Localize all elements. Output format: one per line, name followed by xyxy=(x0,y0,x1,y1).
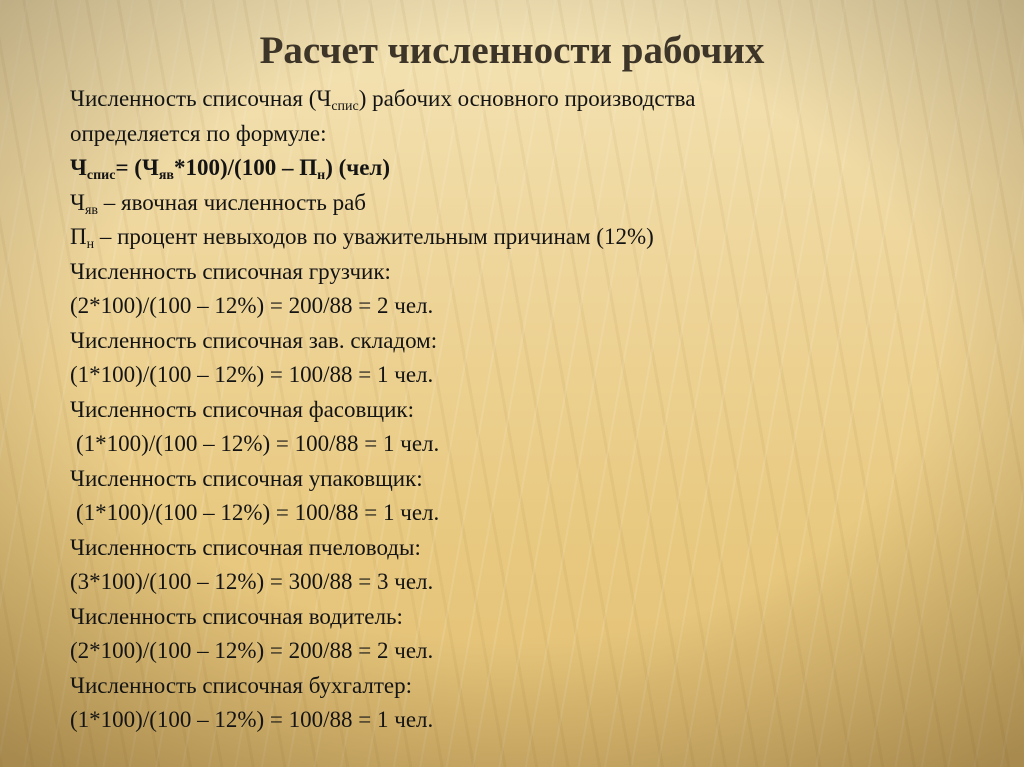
calc-label: Численность списочная пчеловоды: xyxy=(70,534,421,560)
intro-subscript: спис xyxy=(331,99,359,114)
formula-part: *100)/(100 – П xyxy=(174,155,318,180)
calc-formula: (2*100)/(100 – 12%) = 200/88 = 2 чел. xyxy=(70,293,434,318)
intro-line-2: определяется по формуле: xyxy=(70,120,327,146)
calc-label: Численность списочная бухгалтер: xyxy=(70,672,412,698)
calc-label: Численность списочная упаковщик: xyxy=(70,465,423,491)
calc-formula: (1*100)/(100 – 12%) = 100/88 = 1 чел. xyxy=(70,707,434,732)
definition-line xyxy=(70,186,970,221)
formula-subscript: яв xyxy=(158,168,174,183)
slide-title: Расчет численности рабочих xyxy=(259,29,765,72)
definition-line xyxy=(70,220,970,255)
intro-text: ) рабочих основного производства xyxy=(358,86,696,111)
calc-formula: (1*100)/(100 – 12%) = 100/88 = 1 чел. xyxy=(70,362,434,387)
calc-formula: (1*100)/(100 – 12%) = 100/88 = 1 чел. xyxy=(76,431,440,456)
definition-text: – процент невыходов по уважительным причинам (12%) xyxy=(94,224,654,249)
formula-subscript: н xyxy=(317,168,326,183)
definition-symbol: П xyxy=(70,224,87,249)
calc-formula: (2*100)/(100 – 12%) = 200/88 = 2 чел. xyxy=(70,638,434,663)
calc-label: Численность списочная водитель: xyxy=(70,603,403,629)
definition-subscript: яв xyxy=(84,202,99,218)
formula-subscript: спис xyxy=(86,168,116,183)
calc-label: Численность списочная грузчик: xyxy=(70,258,391,284)
calc-label: Численность списочная зав. складом: xyxy=(70,327,438,353)
calc-formula: (1*100)/(100 – 12%) = 100/88 = 1 чел. xyxy=(76,500,440,525)
calc-formula: (3*100)/(100 – 12%) = 300/88 = 3 чел. xyxy=(70,569,434,594)
intro-line-1 xyxy=(70,82,970,117)
definition-text: – явочная численность раб xyxy=(98,189,366,215)
definition-subscript: н xyxy=(86,237,95,252)
formula-line xyxy=(70,151,970,186)
intro-text: Численность списочная (Ч xyxy=(70,86,332,111)
formula-part: ) (чел) xyxy=(325,155,390,180)
formula-part: = (Ч xyxy=(115,155,159,180)
formula-part: Ч xyxy=(70,155,87,180)
definition-symbol: Ч xyxy=(70,189,85,215)
calc-label: Численность списочная фасовщик: xyxy=(70,396,414,422)
slide-body xyxy=(70,82,970,738)
